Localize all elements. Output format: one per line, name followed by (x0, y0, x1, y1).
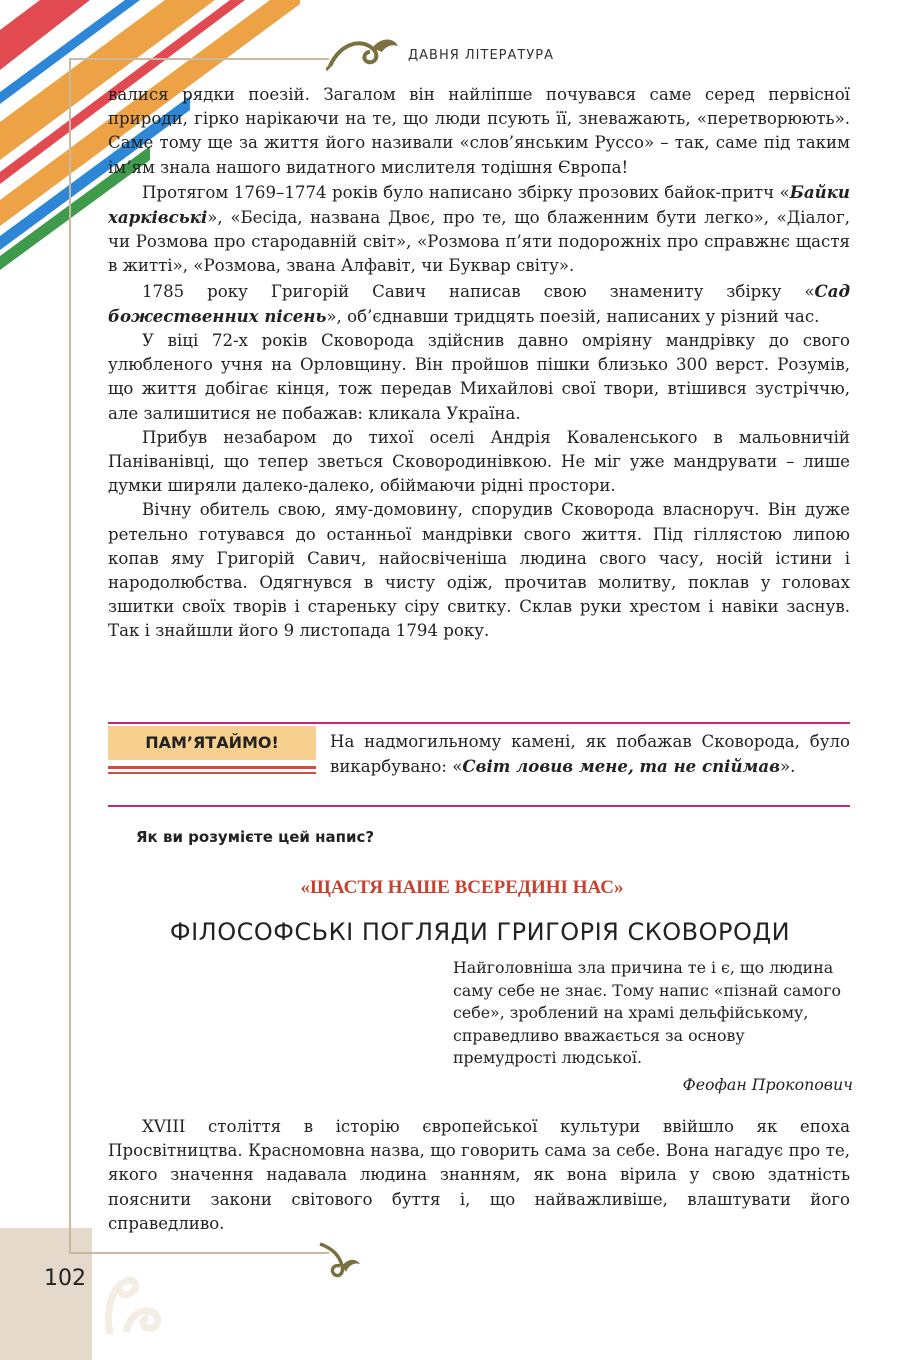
epigraph-text: Найголовніша зла причина те і є, що людина саму себе не знає. Тому напис «пізнай самого себе», зроблений на храмі дельфійському, справедливо вважається за основу премудрості людської. (453, 958, 842, 1067)
remember-text: На надмогильному камені, як побажав Сковорода, було викарбувано: «Світ ловив мене, та не спіймав». (330, 732, 850, 776)
page-number: 102 (44, 1266, 86, 1291)
ornament-bottom-icon (314, 1240, 362, 1282)
frame-line-top (69, 58, 329, 60)
paragraph: У віці 72-х років Сковорода здійснив давно омріяну мандрівку до свого улюбленого учня на Орловщину. Він пройшов пішки близько 300 верст. Розумів, що життя добігає кінця, тож передав Михайлові свої твори, втішився зустріччю, але залишитися не побажав: кликала Україна. (108, 331, 850, 423)
ornament-top-icon (326, 30, 402, 74)
corner-ornament-icon (100, 1272, 166, 1342)
label-underline (108, 772, 316, 774)
divider-bottom (108, 805, 850, 807)
page-corner-band (0, 1228, 92, 1360)
label-underline (108, 766, 316, 769)
paragraph: XVIII століття в історію європейської культури ввійшло як епоха Просвітництва. Красномовна назва, що говорить сама за себе. Вона нагадує про те, якого значення надавала людина знанням, як вона вірила у свою здатність пояснити закони світового буття і, що найважливіше, влаштувати його справедливо. (108, 1117, 850, 1233)
epigraph (453, 957, 853, 1096)
paragraph: Прибув незабаром до тихої оселі Андрія Коваленського в мальовничій Паніванівці, що тепер зветься Сковородинівкою. Не міг уже мандрувати – лише думки ширяли далеко-далеко, обіймаючи рідні простори. (108, 427, 850, 496)
frame-line-left (69, 58, 71, 1253)
paragraph: валися рядки поезій. Загалом він найліпше почувався саме серед первісної природи, гірко нарікаючи на те, що люди псують її, зневажають, «перетворюють». Саме тому ще за життя його називали «слов’янським Руссо» – так, саме під таким ім’ям знала нашого видатного мислителя тодішня Європа! (108, 85, 850, 177)
epigraph-author: Феофан Прокопович (682, 1074, 853, 1094)
section-title: «ЩАСТЯ НАШЕ ВСЕРЕДИНІ НАС» (300, 877, 624, 898)
body-text-top (108, 83, 850, 644)
paragraph: 1785 року Григорій Савич написав свою знамениту збірку «Сад божественних пісень», об’єднавши тридцять поезій, написаних у різний час. (108, 280, 850, 326)
main-title: ФІЛОСОФСЬКІ ПОГЛЯДИ ГРИГОРІЯ СКОВОРОДИ (169, 918, 791, 946)
remember-label: ПАМ’ЯТАЙМО! (108, 726, 316, 760)
divider-top (108, 722, 850, 724)
body-text-bottom (108, 1115, 850, 1236)
paragraph: Вічну обитель свою, яму-домовину, спорудив Сковорода власноруч. Він дуже ретельно готувався до останньої мандрівки свого життя. Під гіллястою липою копав яму Григорій Савич, найосвіченіша людина свого часу, носій істини і народолюбства. Одягнувся в чисту одіж, прочитав молитву, поклав у головах зшитки своїх творів і стареньку сіру свитку. Склав руки хрестом і навіки заснув. Так і знайшли його 9 листопада 1794 року. (108, 500, 850, 641)
running-header: ДАВНЯ ЛІТЕРАТУРА (408, 48, 554, 63)
paragraph: Протягом 1769–1774 років було написано збірку прозових байок-притч «Байки харківські», «Бесіда, названа Двоє, про те, що блаженним бути легко», «Діалог, чи Розмова про стародавній світ», «Розмова п’яти подорожніх про справжнє щастя в житті», «Розмова, звана Алфавіт, чи Буквар світу». (108, 181, 850, 276)
remember-box (108, 722, 850, 807)
frame-line-bottom (69, 1252, 329, 1254)
question: Як ви розумієте цей напис? (136, 828, 375, 846)
